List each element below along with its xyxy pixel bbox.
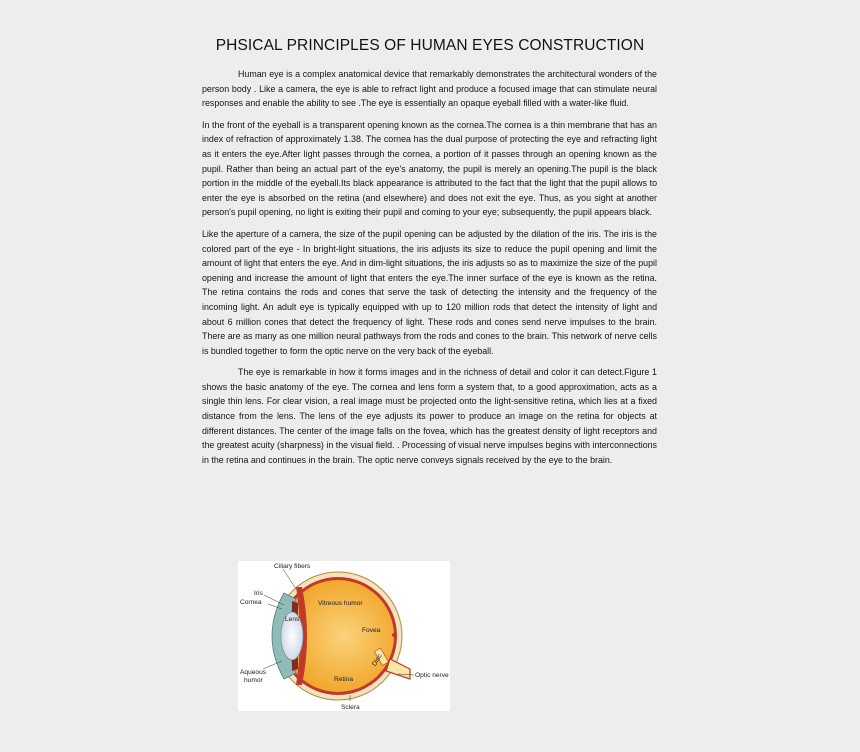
fovea-shape [392, 633, 396, 637]
paragraph-3: Like the aperture of a camera, the size of the pupil opening can be adjusted by the dilation of the iris. The iris is the colored part of the eye - In bright-light situations, the iris adjusts its size to reduce the pupil opening and limit the amount of light that enters the eye. And in dim-light situations, the iris adjusts so as to maximize the size of the pupil opening and increase the amount of light that enters the eye.The inner surface of the eye is known as the retina. The retina contains the rods and cones that serve the task of detecting the intensity and the frequency of the incoming light. An adult eye is typically equipped with up to 120 million rods that detect the intensity of light and about 6 million cones that detect the frequency of light. These rods and cones send nerve impulses to the brain. There are as many as one million neural pathways from the rods and cones to the brain. This network of nerve cells is bundled together to form the optic nerve on the very back of the eyeball. [202, 228, 657, 356]
label-fovea: Fovea [362, 627, 381, 634]
label-retina: Retina [334, 676, 354, 683]
label-sclera: Sclera [341, 704, 360, 711]
label-disc: Disc [371, 652, 384, 668]
label-ciliary-fibers: Ciliary fibers [274, 563, 311, 570]
label-lens: Lens [285, 616, 300, 623]
label-aqueous-humor-line2: humor [244, 677, 263, 684]
eye-diagram [238, 561, 450, 711]
document-body [202, 67, 657, 474]
paragraph-4: The eye is remarkable in how it forms images and in the richness of detail and color it can detect.Figure 1 shows the basic anatomy of the eye. The cornea and lens form a system that, to a good approximation, acts as a single thin lens. For clear vision, a real image must be projected onto the light-sensitive retina, which lies at a fixed distance from the lens. The lens of the eye adjusts its power to produce an image on the retina for objects at different distances. The center of the image falls on the fovea, which has the greatest density of light receptors and the greatest acuity (sharpness) in the visual field. . Processing of visual nerve impulses begins with interconnections in the retina and continues in the brain. The optic nerve conveys signals received by the eye to the brain. [202, 367, 657, 465]
paragraph-2: In the front of the eyeball is a transparent opening known as the cornea.The cornea is a thin membrane that has an index of refraction of approximately 1.38. The cornea has the dual purpose of protecting the eye and refracting light as it enters the eye.After light passes through the cornea, a portion of it passes through an opening known as the pupil. Rather than being an actual part of the eye's anatomy, the pupil is merely an opening.The pupil is the black portion in the middle of the eyeball.Its black appearance is attributed to the fact that the light that the pupil allows to enter the eye is absorbed on the retina (and elsewhere) and does not exit the eye. Thus, as you sight at another person's pupil opening, no light is exiting their pupil and coming to your eye; subsequently, the pupil appears black. [202, 119, 657, 218]
label-iris: Iris [254, 590, 263, 597]
label-optic-nerve: Optic nerve [415, 672, 449, 679]
document-title: PHSICAL PRINCIPLES OF HUMAN EYES CONSTRUCTION [215, 37, 645, 54]
optic-nerve-shape [386, 659, 410, 679]
eye-anatomy-figure [238, 561, 450, 711]
paragraph-1: Human eye is a complex anatomical device that remarkably demonstrates the architectural wonders of the person body . Like a camera, the eye is able to refract light and produce a focused image that can stimulate neural responses and enable the ability to see .The eye is essentially an opaque eyeball filled with a water-like fluid. [202, 69, 657, 109]
label-aqueous-humor-line1: Aqueous [240, 669, 267, 676]
label-cornea: Cornea [240, 599, 262, 606]
label-vitreous-humor: Vitreous humor [318, 600, 363, 607]
